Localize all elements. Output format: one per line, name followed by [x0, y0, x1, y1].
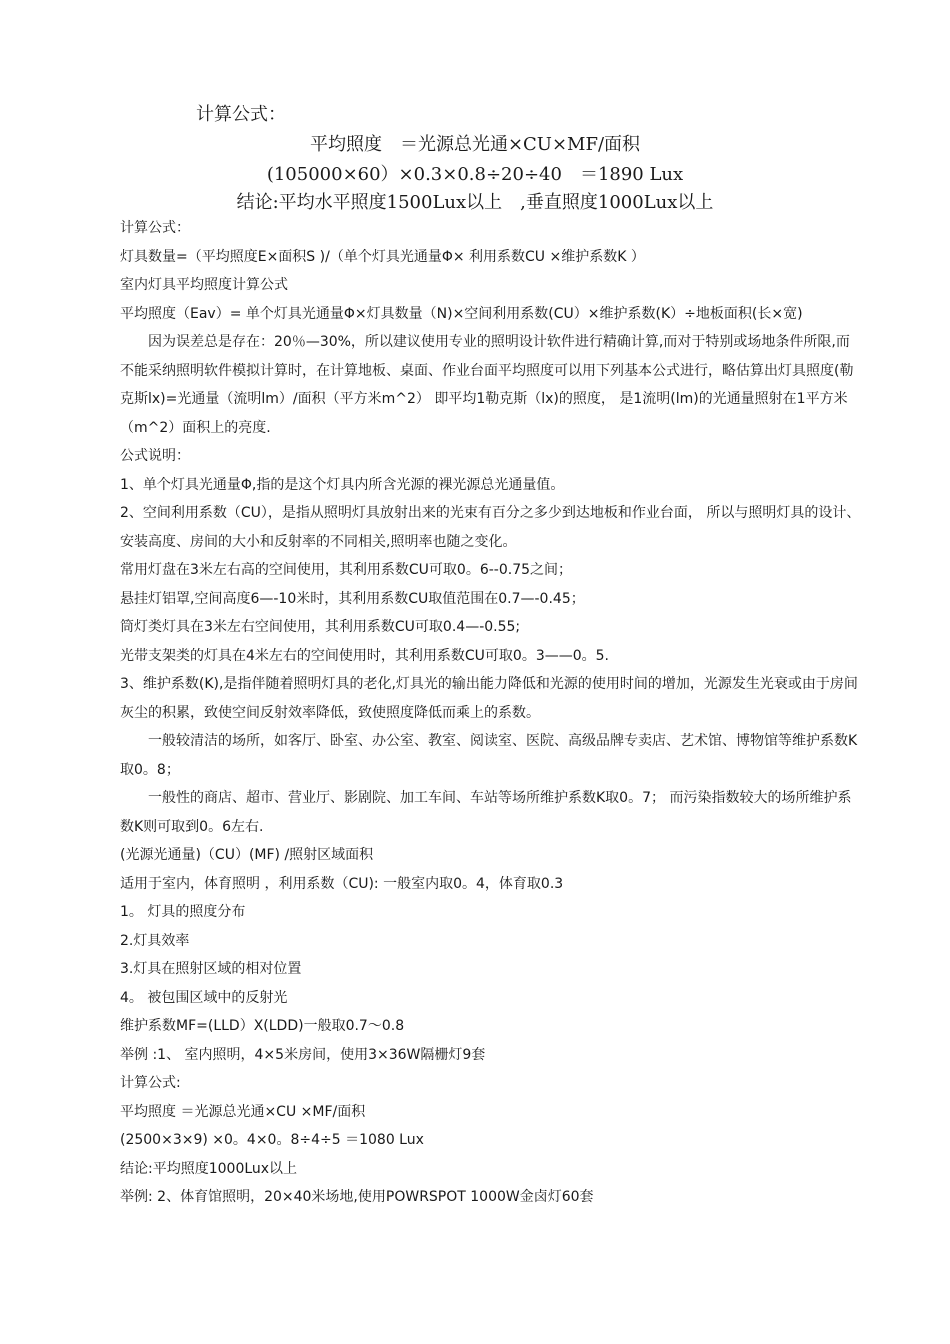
- paragraph: 4。 被包围区域中的反射光: [120, 989, 288, 1006]
- heading-conclusion: 结论:平均水平照度1500Lux以上 ,垂直照度1000Lux以上: [236, 192, 714, 213]
- paragraph: (光源光通量)（CU）(MF) /照射区域面积: [120, 847, 374, 863]
- paragraph: 举例: 2、体育馆照明，20×40米场地,使用POWRSPOT 1000W金卤灯60套: [120, 1189, 594, 1205]
- paragraph: 计算公式：: [120, 220, 190, 236]
- paragraph: 悬挂灯铝罩,空间高度6—-10米时，其利用系数CU取值范围在0.7—-0.45；: [120, 590, 585, 607]
- paragraph: 结论:平均照度1000Lux以上: [120, 1160, 298, 1177]
- paragraph: 3.灯具在照射区域的相对位置: [120, 961, 302, 977]
- paragraph: 3、维护系数(K),是指伴随着照明灯具的老化,灯具光的输出能力降低和光源的使用时间的增加，光源发生光衰或由于房间灰尘的积累，致使空间反射效率降低，致使照度降低而乘上的系数。: [120, 676, 858, 721]
- paragraph: 2、空间利用系数（CU），是指从照明灯具放射出来的光束有百分之多少到达地板和作业台面， 所以与照明灯具的设计、安装高度、房间的大小和反射率的不同相关,照明率也随之变化。: [120, 505, 861, 550]
- heading-calculation: (105000×60）×0.3×0.8÷20÷40 ＝1890 Lux: [266, 164, 684, 185]
- paragraph: 平均照度（Eav）= 单个灯具光通量Φ×灯具数量（N)×空间利用系数(CU）×维护系数(K）÷地板面积(长×宽): [120, 305, 803, 322]
- paragraph: 公式说明：: [120, 448, 190, 464]
- paragraph: 室内灯具平均照度计算公式: [120, 277, 288, 293]
- paragraph: 适用于室内，体育照明 ，利用系数（CU): 一般室内取0。4，体育取0.3: [120, 875, 564, 892]
- paragraph: 灯具数量=（平均照度E×面积S )/（单个灯具光通量Φ× 利用系数CU ×维护系数K ）: [120, 248, 645, 265]
- paragraph: 平均照度 ＝光源总光通×CU ×MF/面积: [120, 1103, 366, 1120]
- paragraph: 2.灯具效率: [120, 932, 190, 949]
- paragraph: 常用灯盘在3米左右高的空间使用，其利用系数CU可取0。6--0.75之间；: [120, 562, 573, 578]
- paragraph: 1。 灯具的照度分布: [120, 904, 246, 920]
- paragraph: 举例 :1、 室内照明，4×5米房间，使用3×36W隔栅灯9套: [120, 1046, 486, 1063]
- paragraph: 一般较清洁的场所，如客厅、卧室、办公室、教室、阅读室、医院、高级品牌专卖店、艺术馆、博物馆等维护系数K取0。8；: [120, 733, 858, 778]
- paragraph: 光带支架类的灯具在4米左右的空间使用时，其利用系数CU可取0。3——0。5.: [120, 647, 610, 664]
- paragraph: 一般性的商店、超市、营业厅、影剧院、加工车间、车站等场所维护系数K取0。7； 而污染指数较大的场所维护系数K则可取到0。6左右.: [120, 790, 852, 835]
- paragraph: 维护系数MF=(LLD）X(LDD)一般取0.7～0.8: [120, 1018, 405, 1034]
- heading-label: 计算公式：: [196, 104, 286, 125]
- heading-formula: 平均照度 ＝光源总光通×CU×MF/面积: [309, 134, 641, 155]
- paragraph: 因为误差总是存在：20％—30%，所以建议使用专业的照明设计软件进行精确计算,而对于特别或场地条件所限,而不能采纳照明软件模拟计算时，在计算地板、桌面、作业台面平均照度可以用下列基本公式进行，略估算出灯具照度(勒克斯lx)=光通量（流明lm）/面积（平方米m^2） 即平均1勒克斯（lx)的照度， 是1流明(lm)的光通量照射在1平方米（m^2）面积上的亮度.: [120, 334, 854, 436]
- paragraph: 1、单个灯具光通量Φ,指的是这个灯具内所含光源的裸光源总光通量值。: [120, 476, 565, 493]
- paragraph: 计算公式:: [120, 1075, 181, 1091]
- body-text: [120, 214, 862, 1212]
- paragraph: 筒灯类灯具在3米左右空间使用，其利用系数CU可取0.4—-0.55;: [120, 619, 521, 635]
- paragraph: (2500×3×9) ×0。4×0。8÷4÷5 ＝1080 Lux: [120, 1132, 424, 1148]
